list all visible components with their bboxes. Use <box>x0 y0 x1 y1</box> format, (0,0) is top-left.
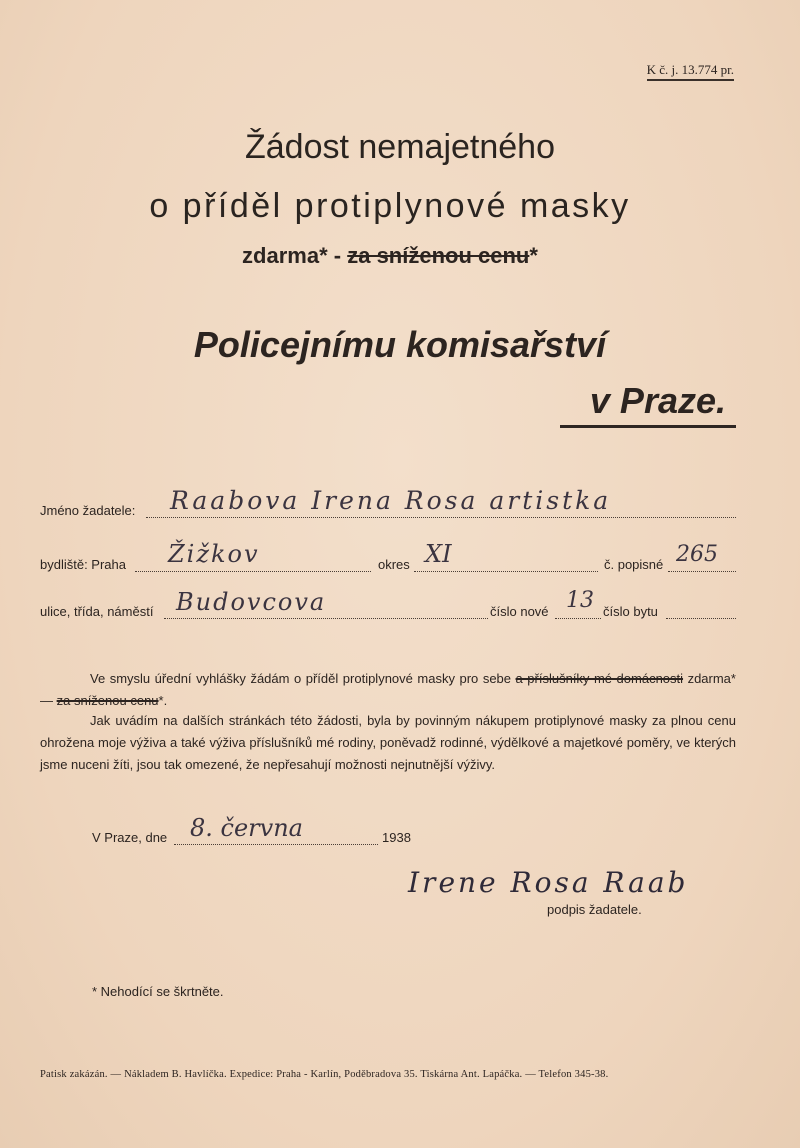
applicant-signature[interactable]: Irene Rosa Raab <box>408 866 689 899</box>
residence-label: bydliště: Praha <box>40 557 126 572</box>
new-number-line <box>555 618 601 619</box>
authority-underline <box>560 425 736 428</box>
street-label: ulice, třída, náměstí <box>40 604 154 619</box>
request-paragraph <box>40 668 736 712</box>
option-free: zdarma* <box>242 243 328 268</box>
signature-label: podpis žadatele. <box>547 902 642 917</box>
year: 1938 <box>382 830 411 845</box>
justification-paragraph: Jak uvádím na dalších stránkách této žádosti, byla by povinným nákupem protiplynové masky za plnou cenu ohrožena moje výživa a také výživa příslušníků mé rodiny, poněvadž rodinné, výdělkové a majetkové poměry, ve kterých jsme nuceni žíti, jsou tak omezené, že nepřesahují možnosti nejnutnější výživy. <box>40 713 736 772</box>
footnote: * Nehodící se škrtněte. <box>92 984 224 999</box>
district-label: okres <box>378 557 410 572</box>
flat-number-label: číslo bytu <box>603 604 658 619</box>
house-number-value[interactable]: 265 <box>676 542 718 567</box>
new-number-value[interactable]: 13 <box>566 588 594 613</box>
place-date-label: V Praze, dne <box>92 830 168 845</box>
authority-line2: v Praze. <box>589 380 726 421</box>
street-value[interactable]: Budovcova <box>176 588 327 616</box>
district-value[interactable]: XI <box>425 540 452 568</box>
request-dash: — <box>40 693 53 708</box>
district-line <box>414 571 598 572</box>
form-title-line1: Žádost nemajetného <box>245 128 555 166</box>
street-line <box>164 618 488 619</box>
option-asterisk: * <box>529 243 538 268</box>
flat-number-line <box>666 618 736 619</box>
house-number-line <box>668 571 736 572</box>
printer-footer: Patisk zakázán. — Nákladem B. Havlíčka. Expedice: Praha - Karlín, Poděbradova 35. Tiskárna Ant. Lapáčka. — Telefon 345-38. <box>40 1069 609 1080</box>
name-label: Jméno žadatele: <box>40 503 136 518</box>
request-free: zdarma* <box>687 671 736 686</box>
house-number-label: č. popisné <box>604 557 664 572</box>
request-text: Ve smyslu úřední vyhlášky žádám o příděl protiplynové masky pro sebe <box>90 671 512 686</box>
date-line <box>174 844 378 845</box>
household-struck: a příslušníky mé domácnosti <box>515 671 684 686</box>
price-option <box>0 243 780 269</box>
request-end: *. <box>158 693 168 708</box>
residence-value[interactable]: Žižkov <box>168 540 260 568</box>
date-value[interactable]: 8. června <box>190 814 303 842</box>
option-dash: - <box>333 243 342 268</box>
reference-number: K č. j. 13.774 pr. <box>647 62 734 81</box>
new-number-label: číslo nové <box>490 604 549 619</box>
request-reduced-struck: za sníženou cenu <box>56 693 159 708</box>
name-line <box>146 517 736 518</box>
name-value[interactable]: Raabova Irena Rosa artistka <box>170 486 612 515</box>
authority-line1: Policejnímu komisařství <box>193 324 607 365</box>
option-reduced-struck: za sníženou cenu <box>347 243 530 268</box>
form-title-line2: o příděl protiplynové masky <box>149 187 631 225</box>
residence-line <box>135 571 371 572</box>
